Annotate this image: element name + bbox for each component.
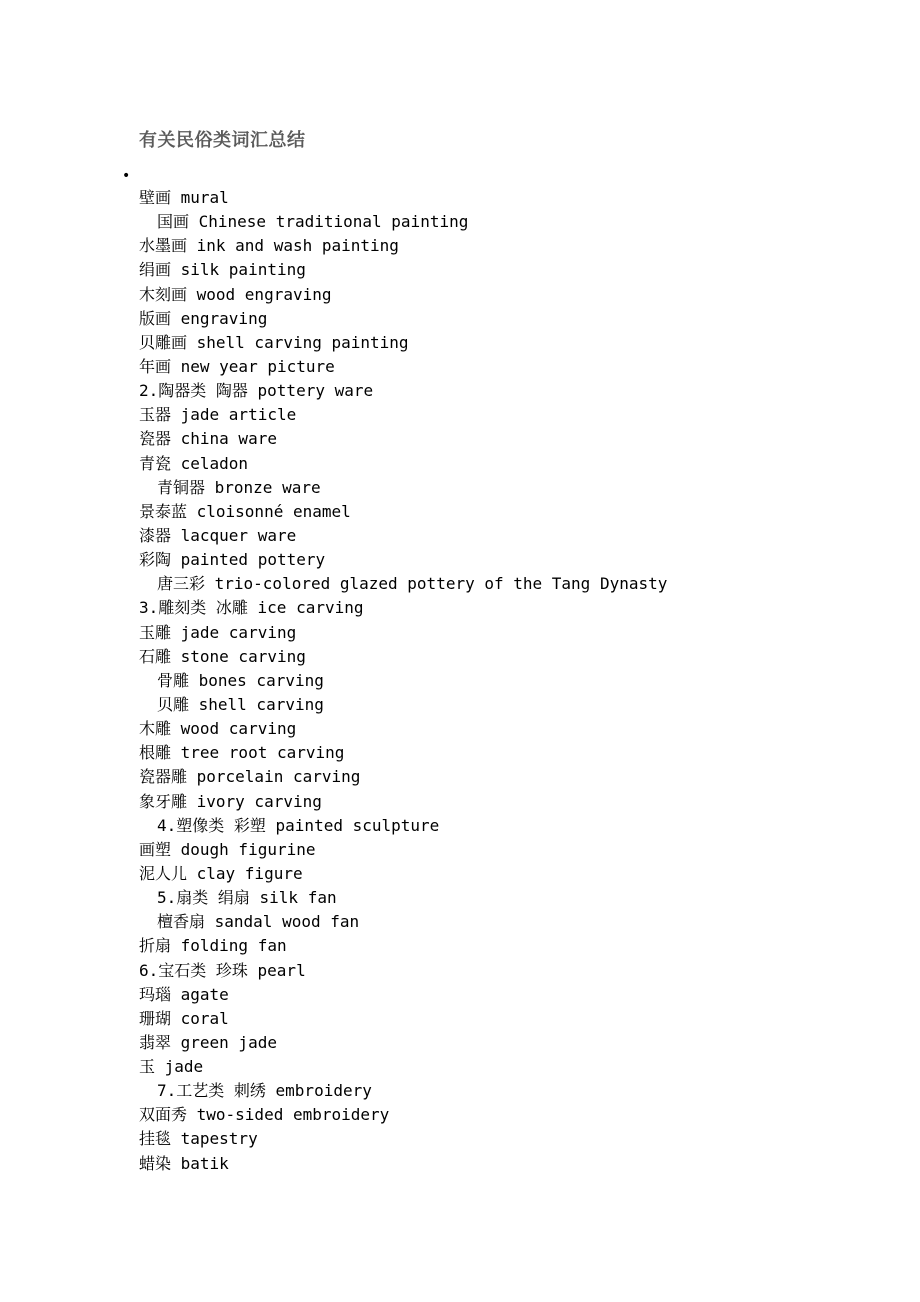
vocabulary-entry: 7.工艺类 刺绣 embroidery bbox=[157, 1081, 372, 1101]
vocabulary-entry: 青瓷 celadon bbox=[139, 453, 249, 473]
bullet-marker: • bbox=[122, 168, 131, 184]
vocabulary-entry: 根雕 tree root carving bbox=[139, 743, 345, 763]
vocabulary-list bbox=[139, 186, 667, 1176]
vocabulary-entry: 玛瑙 agate bbox=[139, 984, 229, 1004]
vocabulary-entry: 6.宝石类 珍珠 pearl bbox=[139, 960, 306, 980]
vocabulary-entry: 玉器 jade article bbox=[139, 405, 297, 425]
vocabulary-entry: 挂毯 tapestry bbox=[139, 1129, 258, 1149]
vocabulary-entry: 水墨画 ink and wash painting bbox=[139, 236, 399, 256]
vocabulary-entry: 檀香扇 sandal wood fan bbox=[157, 912, 360, 932]
vocabulary-entry: 年画 new year picture bbox=[139, 356, 335, 376]
vocabulary-entry: 瓷器雕 porcelain carving bbox=[139, 767, 361, 787]
vocabulary-entry: 青铜器 bronze ware bbox=[157, 477, 321, 497]
vocabulary-entry: 国画 Chinese traditional painting bbox=[157, 212, 469, 232]
vocabulary-entry: 唐三彩 trio-colored glazed pottery of the Tang Dynasty bbox=[157, 574, 668, 594]
vocabulary-entry: 石雕 stone carving bbox=[139, 646, 306, 666]
vocabulary-entry: 双面秀 two-sided embroidery bbox=[139, 1105, 390, 1125]
vocabulary-entry: 蜡染 batik bbox=[139, 1153, 229, 1173]
vocabulary-entry: 泥人儿 clay figure bbox=[139, 863, 303, 883]
document-title: 有关民俗类词汇总结 bbox=[139, 130, 306, 151]
vocabulary-entry: 玉雕 jade carving bbox=[139, 622, 297, 642]
vocabulary-entry: 4.塑像类 彩塑 painted sculpture bbox=[157, 815, 440, 835]
vocabulary-entry: 珊瑚 coral bbox=[139, 1008, 229, 1028]
vocabulary-entry: 翡翠 green jade bbox=[139, 1032, 277, 1052]
vocabulary-entry: 象牙雕 ivory carving bbox=[139, 791, 322, 811]
vocabulary-entry: 漆器 lacquer ware bbox=[139, 525, 297, 545]
vocabulary-entry: 折扇 folding fan bbox=[139, 936, 287, 956]
vocabulary-entry: 骨雕 bones carving bbox=[157, 670, 324, 690]
vocabulary-entry: 3.雕刻类 冰雕 ice carving bbox=[139, 598, 364, 618]
vocabulary-entry: 绢画 silk painting bbox=[139, 260, 306, 280]
vocabulary-entry: 瓷器 china ware bbox=[139, 429, 277, 449]
vocabulary-entry: 木雕 wood carving bbox=[139, 719, 297, 739]
vocabulary-entry: 贝雕 shell carving bbox=[157, 694, 324, 714]
vocabulary-entry: 贝雕画 shell carving painting bbox=[139, 332, 409, 352]
vocabulary-entry: 版画 engraving bbox=[139, 308, 268, 328]
vocabulary-entry: 画塑 dough figurine bbox=[139, 839, 316, 859]
vocabulary-entry: 玉 jade bbox=[139, 1057, 204, 1077]
vocabulary-entry: 木刻画 wood engraving bbox=[139, 284, 332, 304]
vocabulary-entry: 景泰蓝 cloisonné enamel bbox=[139, 501, 351, 521]
vocabulary-entry: 5.扇类 绢扇 silk fan bbox=[157, 888, 337, 908]
vocabulary-entry: 2.陶器类 陶器 pottery ware bbox=[139, 381, 374, 401]
vocabulary-entry: 壁画 mural bbox=[139, 188, 229, 207]
vocabulary-entry: 彩陶 painted pottery bbox=[139, 550, 326, 570]
